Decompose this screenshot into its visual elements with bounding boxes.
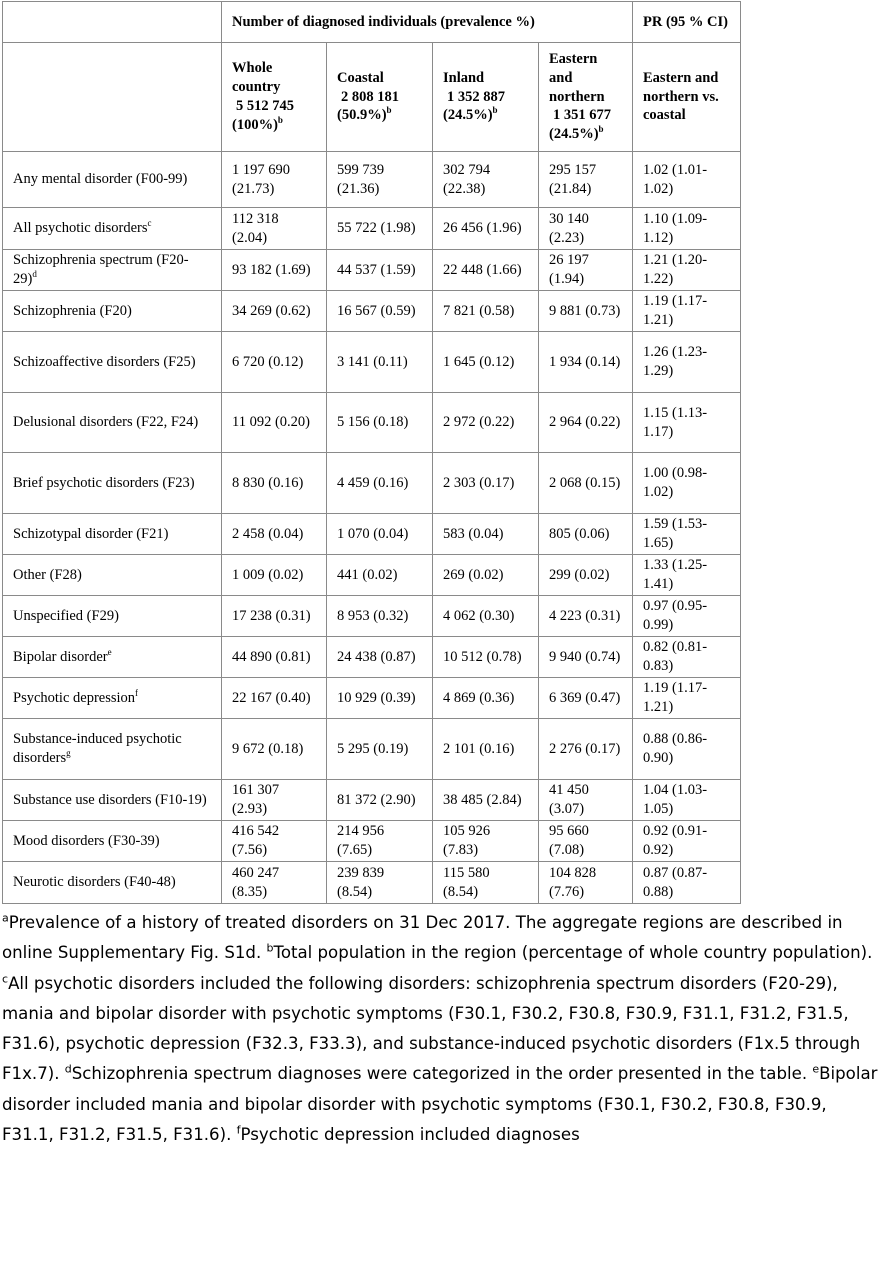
- count-cell: 2 303 (0.17): [433, 453, 539, 514]
- count-cell: 5 295 (0.19): [327, 719, 433, 780]
- count-cell: 269 (0.02): [433, 555, 539, 596]
- row-label: Any mental disorder (F00-99): [13, 171, 188, 188]
- row-label-cell: [3, 152, 222, 208]
- footnote-marker: f: [236, 1123, 241, 1137]
- footnote-text: Total population in the region (percentage of whole country population).: [273, 943, 873, 963]
- count-cell: 6 720 (0.12): [222, 332, 327, 393]
- table-row: [3, 152, 741, 208]
- count-cell: 5 156 (0.18): [327, 393, 433, 453]
- column-population: 1 352 887: [447, 88, 505, 105]
- column-header-eastern-northern: [539, 43, 633, 152]
- footnote-mark: e: [107, 646, 112, 657]
- count-cell: 26 197 (1.94): [539, 250, 633, 291]
- column-header-inland: [433, 43, 539, 152]
- count-cell: 4 459 (0.16): [327, 453, 433, 514]
- prevalence-ratio-cell: 1.00 (0.98-1.02): [633, 453, 741, 514]
- footnote-mark: b: [492, 105, 498, 116]
- count-cell: 2 276 (0.17): [539, 719, 633, 780]
- table-row: [3, 332, 741, 393]
- row-label-cell: [3, 862, 222, 904]
- count-cell: 1 934 (0.14): [539, 332, 633, 393]
- footnote-text: All psychotic disorders included the following disorders: schizophrenia spectrum disorders (F20-29), mania and bipolar disorder with psychotic symptoms (F30.1, F30.2, F30.8, F30.9, F31.1, F31.2, F31.5, F31.6), psychotic depression (F32.3, F33.3), and substance-induced psychotic disorders (F1x.5 through F1x.7).: [2, 973, 861, 1084]
- column-percent: (24.5%): [443, 107, 493, 124]
- count-cell: 9 672 (0.18): [222, 719, 327, 780]
- column-population: 5 512 745: [236, 98, 294, 114]
- column-header-coastal: [327, 43, 433, 152]
- header-empty-cell: [3, 2, 222, 43]
- row-label-cell: [3, 555, 222, 596]
- count-cell: 2 068 (0.15): [539, 453, 633, 514]
- table-row: [3, 208, 741, 250]
- footnote-mark: d: [32, 269, 37, 280]
- column-name: Eastern and northern: [549, 50, 605, 105]
- row-label-cell: [3, 678, 222, 719]
- row-label: Mood disorders (F30-39): [13, 832, 160, 849]
- count-cell: 239 839 (8.54): [327, 862, 433, 904]
- count-cell: 24 438 (0.87): [327, 637, 433, 678]
- prevalence-ratio-cell: 1.33 (1.25-1.41): [633, 555, 741, 596]
- table-row: [3, 250, 741, 291]
- count-cell: 8 830 (0.16): [222, 453, 327, 514]
- count-cell: 38 485 (2.84): [433, 780, 539, 821]
- row-label-cell: [3, 250, 222, 291]
- table-header-row-1: [3, 2, 741, 43]
- count-cell: 11 092 (0.20): [222, 393, 327, 453]
- count-cell: 1 070 (0.04): [327, 514, 433, 555]
- pr-comparison-header: Eastern and northern vs. coastal: [633, 43, 741, 152]
- row-label-cell: [3, 453, 222, 514]
- footnote-text: Bipolar disorder included mania and bipolar disorder with psychotic symptoms (F30.1, F30.2, F30.8, F30.9, F31.1, F31.2, F31.5, F31.6).: [2, 1064, 878, 1145]
- row-label-cell: [3, 596, 222, 637]
- row-label: Bipolar disorder: [13, 648, 108, 665]
- count-cell: 2 458 (0.04): [222, 514, 327, 555]
- row-label-cell: [3, 332, 222, 393]
- footnote-mark: b: [598, 124, 604, 135]
- row-label: Schizotypal disorder (F21): [13, 525, 169, 542]
- table-row: [3, 514, 741, 555]
- count-cell: 9 881 (0.73): [539, 291, 633, 332]
- row-label-cell: [3, 514, 222, 555]
- count-cell: 44 537 (1.59): [327, 250, 433, 291]
- table-row: [3, 678, 741, 719]
- count-cell: 4 062 (0.30): [433, 596, 539, 637]
- count-cell: 16 567 (0.59): [327, 291, 433, 332]
- footnote-mark: b: [386, 105, 392, 116]
- table-row: [3, 596, 741, 637]
- row-label-cell: [3, 719, 222, 780]
- row-label: All psychotic disorders: [13, 220, 148, 237]
- count-cell: 34 269 (0.62): [222, 291, 327, 332]
- count-cell: 1 197 690 (21.73): [222, 152, 327, 208]
- count-cell: 41 450 (3.07): [539, 780, 633, 821]
- count-cell: 214 956 (7.65): [327, 821, 433, 862]
- count-cell: 7 821 (0.58): [433, 291, 539, 332]
- table-row: [3, 719, 741, 780]
- count-cell: 105 926 (7.83): [433, 821, 539, 862]
- column-population: 1 351 677: [553, 107, 611, 124]
- count-cell: 416 542 (7.56): [222, 821, 327, 862]
- count-cell: 30 140 (2.23): [539, 208, 633, 250]
- footnote-marker: e: [812, 1062, 820, 1076]
- table-header-row-2: [3, 43, 741, 152]
- column-percent: (100%): [232, 116, 278, 133]
- count-cell: 44 890 (0.81): [222, 637, 327, 678]
- count-cell: 599 739 (21.36): [327, 152, 433, 208]
- column-header-whole-country: [222, 43, 327, 152]
- column-percent: (50.9%): [337, 107, 387, 124]
- row-label: Psychotic depression: [13, 689, 136, 706]
- prevalence-ratio-cell: 1.21 (1.20-1.22): [633, 250, 741, 291]
- prevalence-ratio-cell: 1.19 (1.17-1.21): [633, 678, 741, 719]
- count-cell: 583 (0.04): [433, 514, 539, 555]
- count-cell: 81 372 (2.90): [327, 780, 433, 821]
- footnote-text: Prevalence of a history of treated disorders on 31 Dec 2017. The aggregate regions are described in online Supplementary Fig. S1d.: [2, 913, 843, 963]
- prevalence-ratio-cell: 1.15 (1.13-1.17): [633, 393, 741, 453]
- count-cell: 460 247 (8.35): [222, 862, 327, 904]
- count-cell: 22 448 (1.66): [433, 250, 539, 291]
- count-cell: 4 869 (0.36): [433, 678, 539, 719]
- count-cell: 805 (0.06): [539, 514, 633, 555]
- prevalence-ratio-cell: 1.19 (1.17-1.21): [633, 291, 741, 332]
- table-row: [3, 393, 741, 453]
- count-cell: 112 318 (2.04): [222, 208, 327, 250]
- footnote-text: Psychotic depression included diagnoses: [240, 1125, 580, 1145]
- prevalence-table: [2, 1, 741, 904]
- count-cell: 115 580 (8.54): [433, 862, 539, 904]
- column-population: 2 808 181: [341, 88, 399, 105]
- table-row: [3, 453, 741, 514]
- table-row: [3, 555, 741, 596]
- count-cell: 17 238 (0.31): [222, 596, 327, 637]
- count-cell: 4 223 (0.31): [539, 596, 633, 637]
- count-cell: 95 660 (7.08): [539, 821, 633, 862]
- column-name: Coastal: [337, 69, 384, 86]
- header-empty-cell: [3, 43, 222, 152]
- row-label: Schizophrenia spectrum (F20-29): [13, 252, 189, 287]
- count-cell: 3 141 (0.11): [327, 332, 433, 393]
- row-label: Delusional disorders (F22, F24): [13, 414, 199, 431]
- prevalence-ratio-cell: 1.04 (1.03-1.05): [633, 780, 741, 821]
- column-name: Inland: [443, 69, 485, 86]
- count-cell: 2 964 (0.22): [539, 393, 633, 453]
- group-header: Number of diagnosed individuals (prevalence %): [222, 2, 633, 43]
- row-label: Schizoaffective disorders (F25): [13, 353, 196, 370]
- count-cell: 10 929 (0.39): [327, 678, 433, 719]
- prevalence-ratio-cell: 1.26 (1.23-1.29): [633, 332, 741, 393]
- prevalence-ratio-cell: 0.92 (0.91-0.92): [633, 821, 741, 862]
- table-row: [3, 291, 741, 332]
- prevalence-ratio-cell: 0.88 (0.86-0.90): [633, 719, 741, 780]
- footnote-marker: c: [2, 972, 9, 986]
- column-name: Whole country: [232, 60, 281, 96]
- count-cell: 8 953 (0.32): [327, 596, 433, 637]
- table-row: [3, 862, 741, 904]
- row-label: Unspecified (F29): [13, 607, 119, 624]
- prevalence-ratio-cell: 1.02 (1.01-1.02): [633, 152, 741, 208]
- prevalence-ratio-cell: 0.87 (0.87-0.88): [633, 862, 741, 904]
- row-label: Other (F28): [13, 566, 82, 583]
- prevalence-ratio-cell: 1.10 (1.09-1.12): [633, 208, 741, 250]
- count-cell: 9 940 (0.74): [539, 637, 633, 678]
- row-label-cell: [3, 393, 222, 453]
- footnote-mark: f: [135, 687, 139, 698]
- count-cell: 1 645 (0.12): [433, 332, 539, 393]
- prevalence-ratio-cell: 0.82 (0.81-0.83): [633, 637, 741, 678]
- row-label: Neurotic disorders (F40-48): [13, 874, 176, 891]
- footnote-marker: d: [64, 1062, 72, 1076]
- count-cell: 55 722 (1.98): [327, 208, 433, 250]
- count-cell: 2 972 (0.22): [433, 393, 539, 453]
- footnote-marker: b: [266, 941, 274, 955]
- count-cell: 302 794 (22.38): [433, 152, 539, 208]
- count-cell: 299 (0.02): [539, 555, 633, 596]
- row-label-cell: [3, 780, 222, 821]
- row-label-cell: [3, 821, 222, 862]
- row-label-cell: [3, 291, 222, 332]
- count-cell: 6 369 (0.47): [539, 678, 633, 719]
- row-label-cell: [3, 208, 222, 250]
- count-cell: 1 009 (0.02): [222, 555, 327, 596]
- count-cell: 2 101 (0.16): [433, 719, 539, 780]
- footnote-marker: a: [2, 911, 9, 925]
- count-cell: 93 182 (1.69): [222, 250, 327, 291]
- row-label: Schizophrenia (F20): [13, 302, 132, 319]
- row-label: Substance-induced psychotic disorders: [13, 731, 182, 766]
- table-row: [3, 780, 741, 821]
- pr-header: PR (95 % CI): [633, 2, 741, 43]
- prevalence-ratio-cell: 0.97 (0.95-0.99): [633, 596, 741, 637]
- row-label: Brief psychotic disorders (F23): [13, 474, 195, 491]
- count-cell: 295 157 (21.84): [539, 152, 633, 208]
- footnote-mark: g: [66, 748, 71, 759]
- footnote-text: Schizophrenia spectrum diagnoses were categorized in the order presented in the table.: [71, 1064, 813, 1084]
- row-label-cell: [3, 637, 222, 678]
- row-label: Substance use disorders (F10-19): [13, 791, 207, 808]
- table-row: [3, 637, 741, 678]
- count-cell: 22 167 (0.40): [222, 678, 327, 719]
- footnotes: [2, 908, 882, 1150]
- footnote-mark: b: [277, 115, 283, 126]
- count-cell: 441 (0.02): [327, 555, 433, 596]
- footnote-mark: c: [147, 218, 152, 229]
- column-percent: (24.5%): [549, 126, 599, 143]
- count-cell: 10 512 (0.78): [433, 637, 539, 678]
- prevalence-ratio-cell: 1.59 (1.53-1.65): [633, 514, 741, 555]
- table-row: [3, 821, 741, 862]
- count-cell: 104 828 (7.76): [539, 862, 633, 904]
- count-cell: 26 456 (1.96): [433, 208, 539, 250]
- count-cell: 161 307 (2.93): [222, 780, 327, 821]
